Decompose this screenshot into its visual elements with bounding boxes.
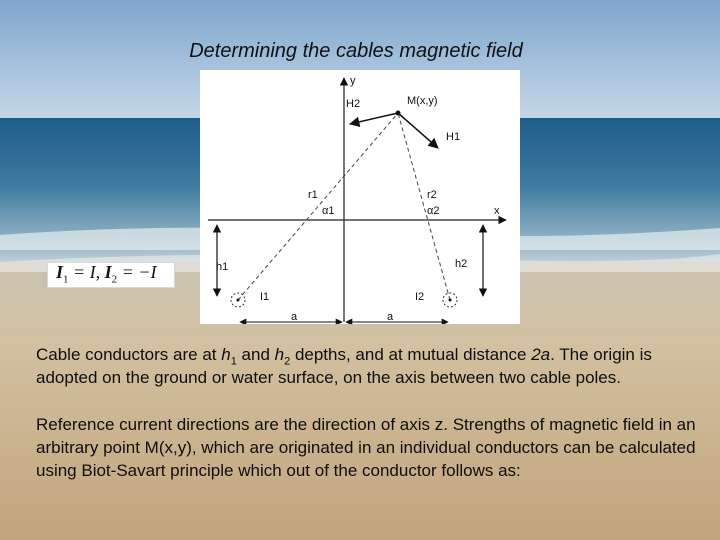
distance-a-left-label: a [291,311,298,323]
conductor-2-label: I2 [415,291,425,303]
alpha1-label: α1 [322,205,335,217]
h2-depth-label: h2 [455,258,468,270]
point-m [396,111,401,116]
distance-a-right-label: a [387,311,394,323]
point-m-label: M(x,y) [407,95,438,107]
formula-i1-equation: = I, [68,262,105,282]
formula-i2-equation: = −I [117,262,157,282]
y-axis-label: y [350,75,356,87]
r1-label: r1 [308,189,318,201]
formula-i2-symbol: I [104,262,112,282]
conductor-1-label: I1 [260,291,270,303]
h1-depth-label: h1 [216,261,229,273]
formula-i1-subscript: 1 [63,273,69,286]
paragraph-1: Cable conductors are at $h_1$ and $h_2$ depths, and at mutual distance 2a. The origin is adopted on the ground or water surface, on the axis between two cable poles. [36,345,652,387]
paragraph-2: Reference current directions are the direction of axis z. Strengths of magnetic field in an arbitrary point M(x,y), which are originated in an individual conductors can be calculated using Biot-Savart principle which out of the conductor follows as: [36,415,696,480]
current-formula [56,262,156,286]
x-axis-label: x [494,205,500,217]
h2-vector-label: H2 [346,98,361,110]
slide-title: Determining the cables magnetic field [189,40,523,62]
r2-label: r2 [427,189,437,201]
h1-vector-label: H1 [446,131,461,143]
alpha2-label: α2 [427,205,440,217]
cable-field-diagram [200,70,520,324]
formula-i1-symbol: I [56,262,64,282]
formula-i2-subscript: 2 [111,273,118,286]
